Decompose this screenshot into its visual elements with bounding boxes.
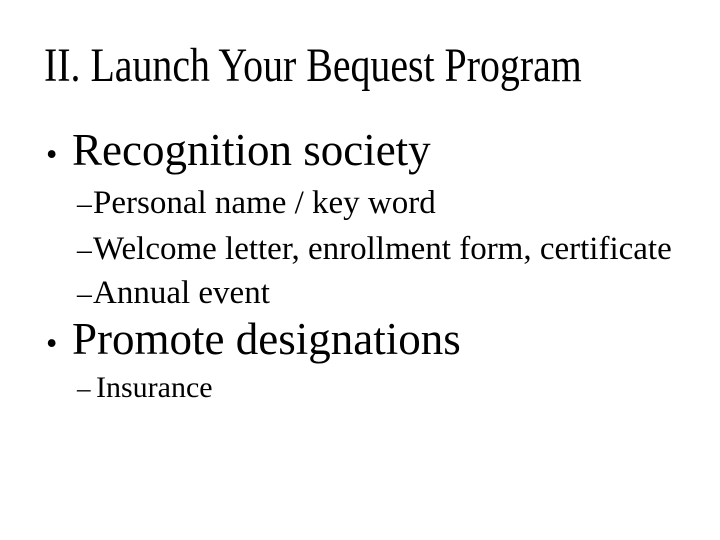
slide-title: II. Launch Your Bequest Program: [44, 39, 582, 92]
sub-bullet-text: Welcome letter, enrollment form, certificate: [93, 231, 672, 267]
dash-icon: –: [77, 234, 92, 266]
bullet-icon: •: [46, 137, 58, 173]
bullet-item: [46, 314, 461, 364]
bullet-icon: •: [46, 326, 58, 362]
sub-bullet-text: Insurance: [96, 371, 213, 404]
bullet-text: Promote designations: [72, 314, 461, 364]
sub-bullet-text: Personal name / key word: [93, 185, 436, 221]
sub-bullet-item: [77, 233, 672, 266]
bullet-text: Recognition society: [72, 125, 431, 175]
dash-icon: –: [77, 188, 92, 220]
dash-icon: –: [77, 278, 92, 310]
sub-bullet-item: [77, 187, 436, 220]
sub-bullet-item: [77, 277, 270, 310]
dash-icon: –: [77, 373, 91, 403]
sub-bullet-item: [77, 373, 213, 403]
bullet-item: [46, 125, 431, 175]
sub-bullet-text: Annual event: [93, 275, 270, 311]
